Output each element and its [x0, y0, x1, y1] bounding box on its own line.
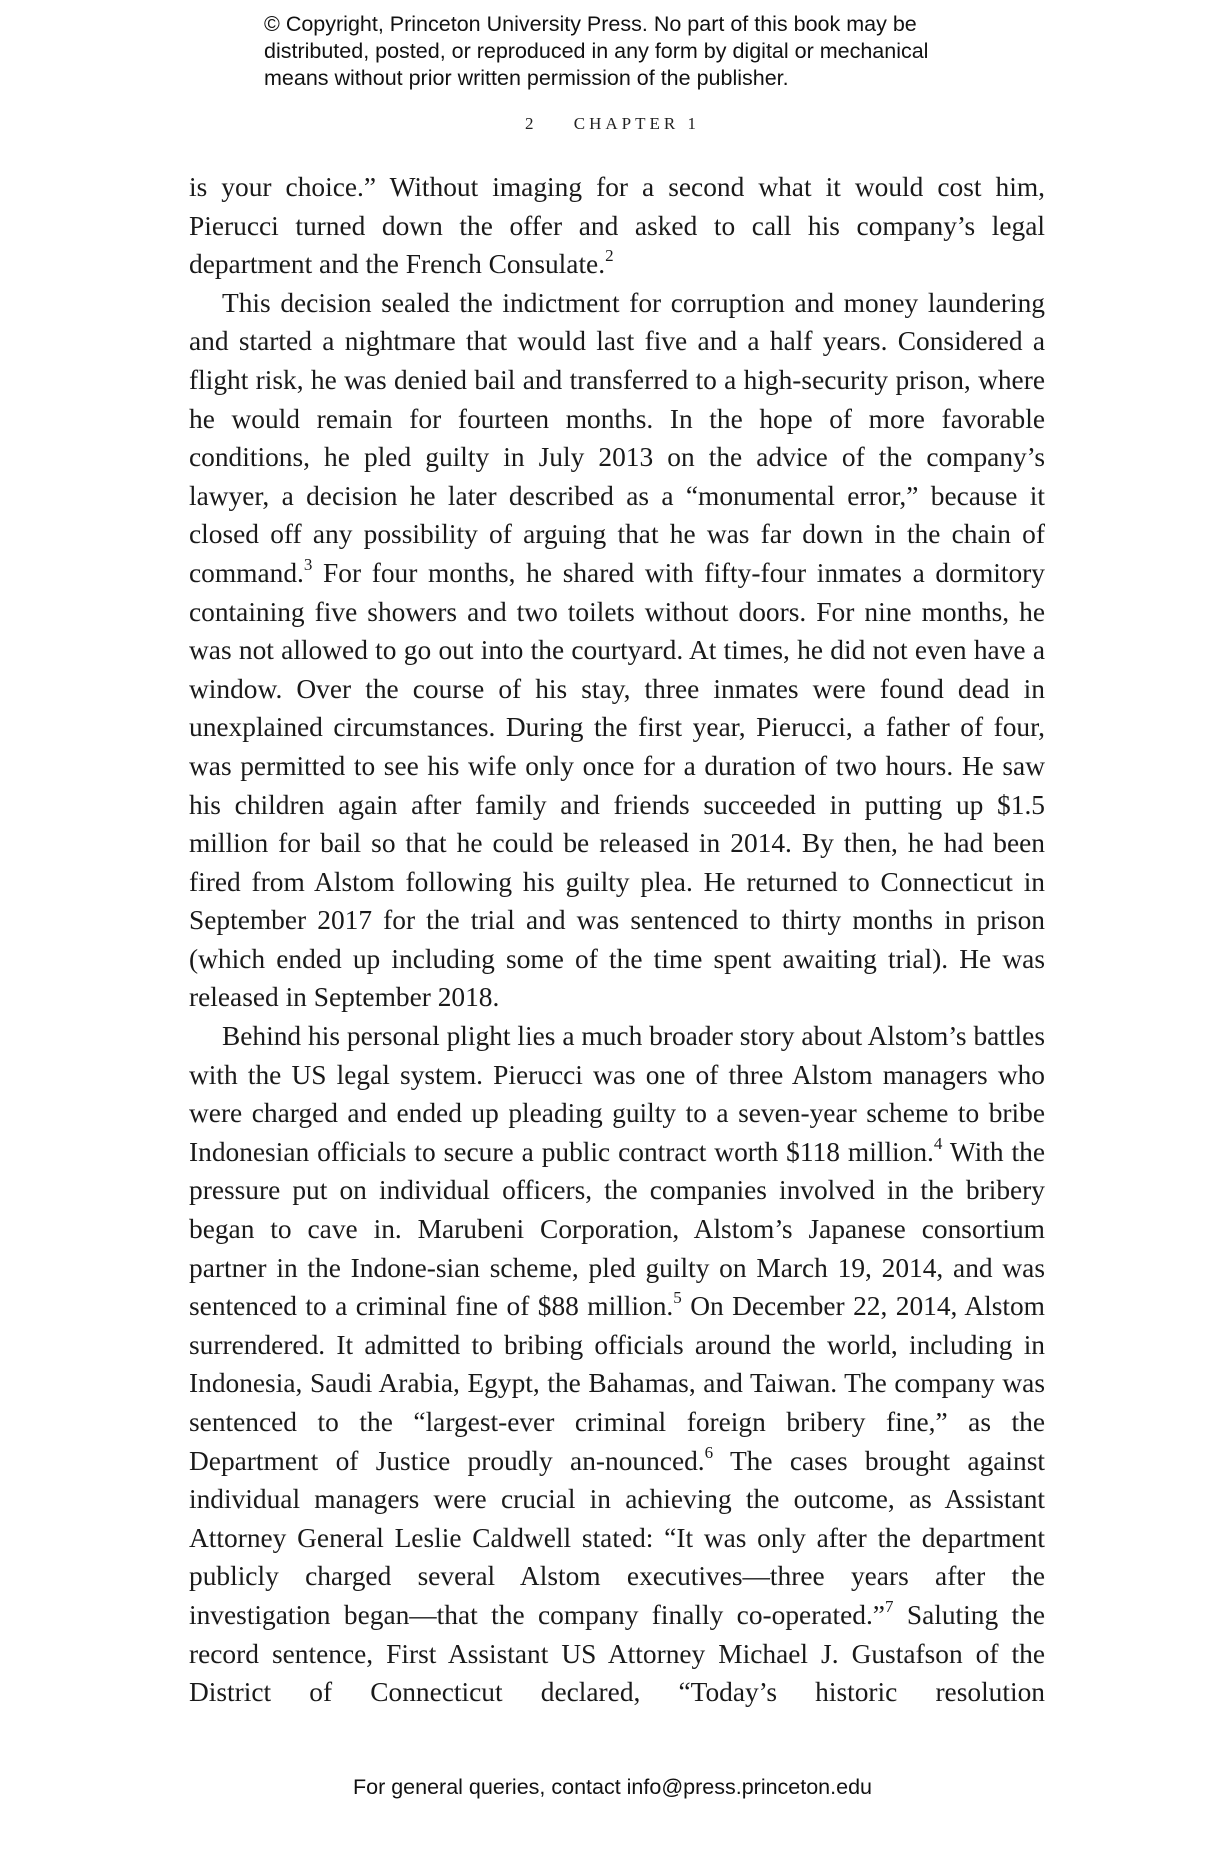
chapter-label: CHAPTER 1	[573, 114, 700, 133]
footnote-ref: 3	[303, 554, 313, 574]
paragraph-text: On December 22, 2014, Alstom surrendered. It admitted to bribing officials around the world, including in Indonesia, Saudi Arabia, Egypt, the Bahamas, and Taiwan. The company was sentenced to the “largest-ever criminal foreign bribery fine,” as the Department of Justice proudly an-nounced.	[189, 1291, 1045, 1476]
paragraph-text: Saluting the record sentence, First Assistant US Attorney Michael J. Gustafson of the District of Connecticut declared, “Today’s historic resolution	[189, 1599, 1046, 1708]
running-head	[0, 114, 1225, 134]
copyright-line: © Copyright, Princeton University Press. No part of this book may be	[264, 12, 917, 36]
paragraph	[189, 284, 1045, 1017]
copyright-line: distributed, posted, or reproduced in any form by digital or mechanical	[264, 39, 929, 63]
footnote-ref: 6	[704, 1442, 714, 1462]
footnote-ref: 5	[673, 1288, 682, 1308]
footnote-ref: 7	[884, 1596, 894, 1616]
paragraph-text: This decision sealed the indictment for corruption and money laundering and started a nightmare that would last five and a half years. Considered a flight risk, he was denied bail and transferred to a high-security prison, where he would remain for fourteen months. In the hope of more favorable conditions, he pled guilty in July 2013 on the advice of the company’s lawyer, a decision he later described as a “monumental error,” because it closed off any possibility of arguing that he was far down in the chain of command.	[189, 287, 1045, 588]
page-number: 2	[525, 114, 538, 133]
paragraph-text: Behind his personal plight lies a much broader story about Alstom’s battles with the US legal system. Pierucci was one of three Alstom managers who were charged and ended up pleading guilty to a seven-year scheme to bribe Indonesian officials to secure a public contract worth $118 million.	[189, 1021, 1045, 1167]
copyright-notice	[264, 11, 1024, 92]
footnote-ref: 2	[605, 246, 614, 266]
paragraph	[189, 168, 1045, 284]
copyright-line: means without prior written permission of the publisher.	[264, 66, 789, 90]
footnote-ref: 4	[933, 1133, 943, 1153]
paragraph-text: For four months, he shared with fifty-four inmates a dormitory containing five showers and two toilets without doors. For nine months, he was not allowed to go out into the courtyard. At times, he did not even have a window. Over the course of his stay, three inmates were found dead in unexplained circumstances. During the first year, Pierucci, a father of four, was permitted to see his wife only once for a duration of two hours. He saw his children again after family and friends succeeded in putting up $1.5 million for bail so that he could be released in 2014. By then, he had been fired from Alstom following his guilty plea. He returned to Connecticut in September 2017 for the trial and was sentenced to thirty months in prison (which ended up including some of the time spent awaiting trial). He was released in September 2018.	[189, 557, 1045, 1013]
paragraph-text: With the pressure put on individual officers, the companies involved in the bribery began to cave in. Marubeni Corporation, Alstom’s Japanese consortium partner in the Indone-sian scheme, pled guilty on March 19, 2014, and was sentenced to a criminal fine of $88 million.	[189, 1136, 1045, 1322]
paragraph	[189, 1017, 1045, 1712]
body-text	[189, 168, 1045, 1712]
footer-contact: For general queries, contact info@press.princeton.edu	[352, 1775, 872, 1799]
paragraph-text: is your choice.” Without imaging for a second what it would cost him, Pierucci turned down the offer and asked to call his company’s legal department and the French Consulate.	[189, 172, 1045, 280]
paragraph-text: The cases brought against individual managers were crucial in achieving the outcome, as Assistant Attorney General Leslie Caldwell stated: “It was only after the department publicly charged several Alstom executives—three years after the investigation began—that the company finally co-operated.”	[189, 1445, 1045, 1630]
